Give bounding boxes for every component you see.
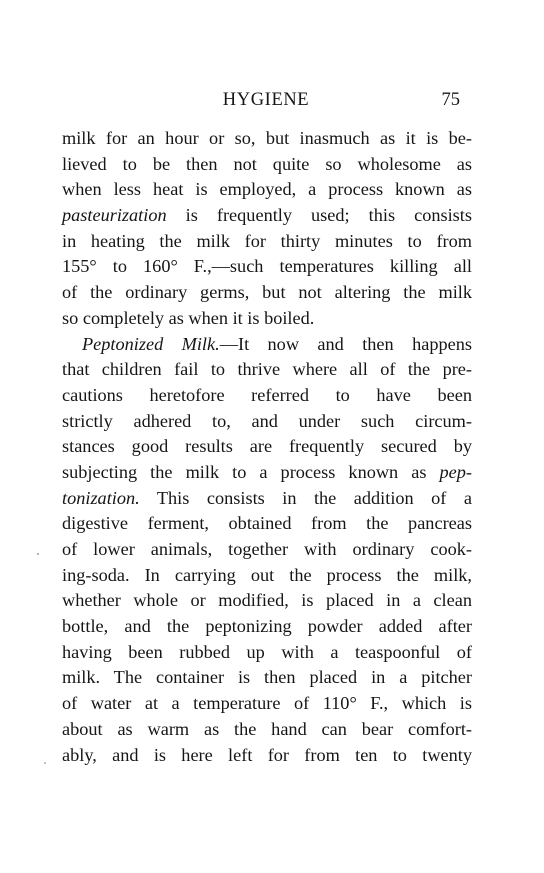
text-line: whether whole or modified, is placed in a clean <box>62 590 472 611</box>
margin-speck <box>44 762 46 764</box>
text-line: digestive ferment, obtained from the pancreas <box>62 513 472 534</box>
text-fragment: subjecting the milk to a process known as <box>62 461 440 482</box>
text-line: lieved to be then not quite so wholesome as <box>62 153 472 174</box>
italic-term-peptonization-part2: tonization. <box>62 487 140 508</box>
text-line <box>62 486 472 512</box>
text-line: milk for an hour or so, but inasmuch as it is be- <box>62 128 472 148</box>
text-line: ably, and is here left for from ten to twenty <box>62 744 472 765</box>
running-head <box>60 88 472 112</box>
margin-speck <box>37 553 39 555</box>
italic-term-pasteurization: pasteurization <box>62 205 167 226</box>
section-heading-line <box>62 332 472 358</box>
body-text <box>62 126 472 768</box>
text-line: that children fail to thrive where all of the pre- <box>62 359 472 380</box>
text-line: strictly adhered to, and under such circum- <box>62 410 472 431</box>
text-line: bottle, and the peptonizing powder added after <box>62 616 472 637</box>
text-line: 155° to 160° F.,—such temperatures killing all <box>62 256 472 277</box>
italic-term-peptonization-part1: pep- <box>439 461 472 482</box>
text-line: of lower animals, together with ordinary cook- <box>62 539 472 559</box>
text-fragment: is frequently used; this consists <box>166 205 472 226</box>
text-line: about as warm as the hand can bear comfort- <box>62 718 472 739</box>
text-line: when less heat is employed, a process known as <box>62 179 472 200</box>
text-line: of the ordinary germs, but not altering the milk <box>62 282 472 303</box>
text-line: milk. The container is then placed in a pitcher <box>62 667 472 688</box>
page-number: 75 <box>441 90 460 110</box>
text-line <box>62 460 472 486</box>
text-line: cautions heretofore referred to have been <box>62 384 472 405</box>
paragraph-end-line: so completely as when it is boiled. <box>62 307 315 328</box>
text-line: having been rubbed up with a teaspoonful of <box>62 641 472 662</box>
text-line: ing-soda. In carrying out the process the milk, <box>62 564 472 585</box>
text-fragment: This consists in the addition of a <box>139 487 472 508</box>
text-line: of water at a temperature of 110° F., which is <box>62 693 472 714</box>
text-line: in heating the milk for thirty minutes to from <box>62 230 472 251</box>
italic-heading-peptonized-milk: Peptonized Milk. <box>82 333 220 354</box>
text-fragment: —It now and then happens <box>219 333 472 354</box>
running-title: HYGIENE <box>222 90 310 110</box>
text-line: stances good results are frequently secured by <box>62 436 472 457</box>
text-line <box>62 203 472 229</box>
